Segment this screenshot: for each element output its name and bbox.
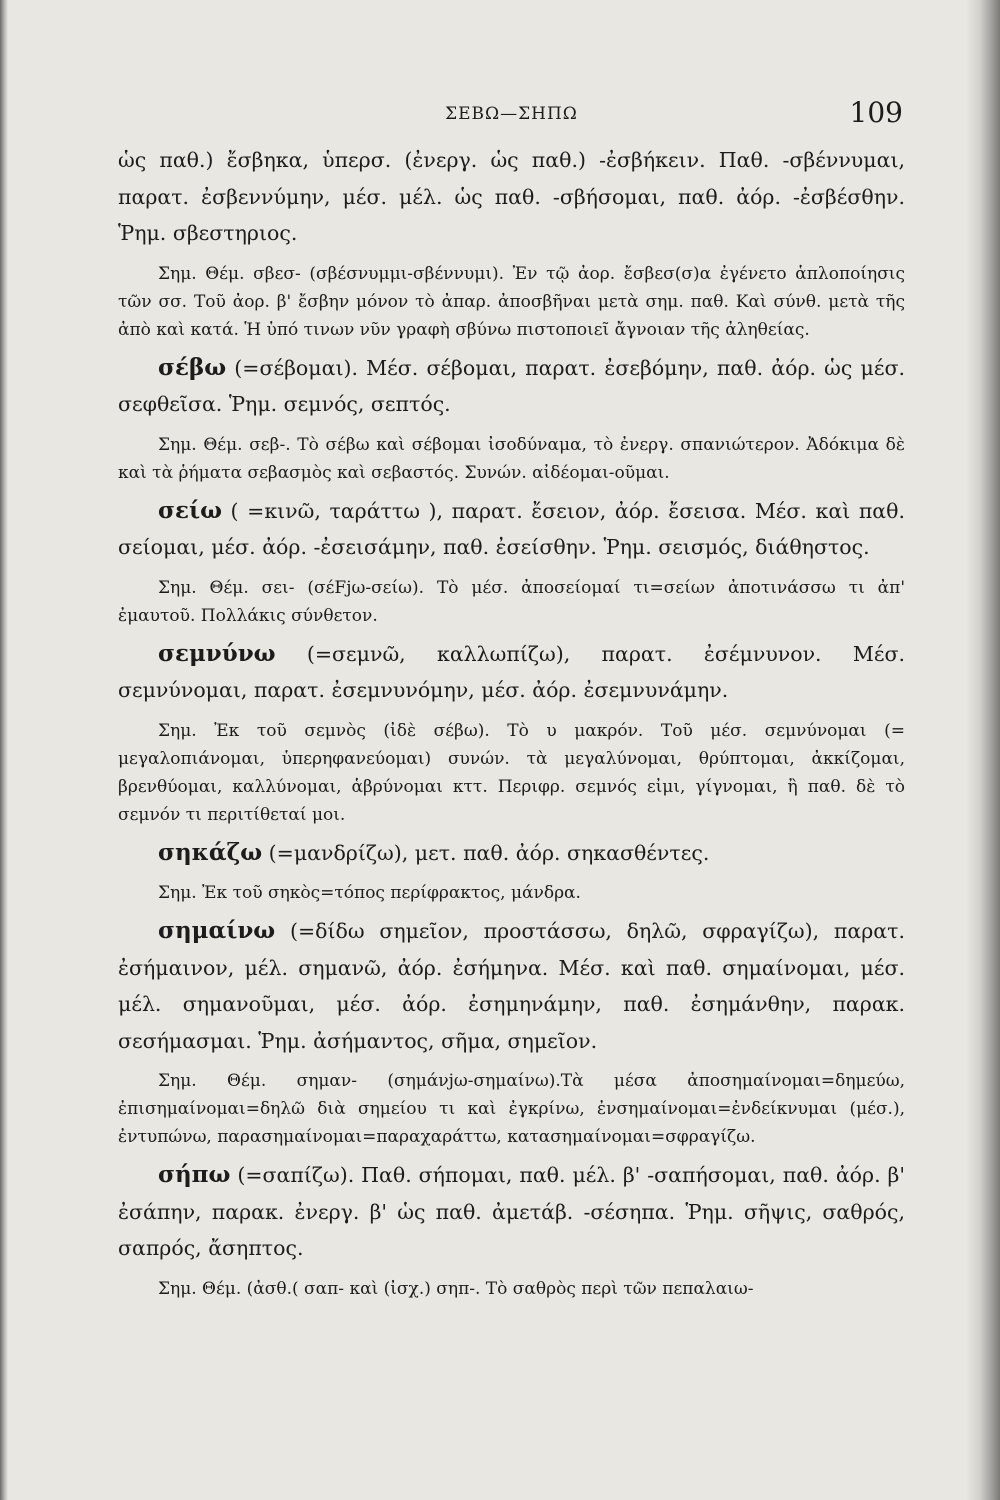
entry-sebo (118, 350, 905, 423)
entry-text: (=σαπίζω). Παθ. σήπομαι, παθ. μέλ. β' -σαπήσομαι, παθ. ἀόρ. β' ἐσάπην, παρακ. ἐνεργ. β' ὡς παθ. ἀμετάβ. -σέσηπα. Ῥημ. σῆψις, σαθρός, σαπρός, ἄσηπτος. (118, 1163, 905, 1260)
headword: σήπω (158, 1161, 231, 1188)
entry-sekazo (118, 835, 905, 872)
entry-semaino (118, 913, 905, 1059)
scan-edge-left (0, 0, 8, 1500)
scan-edge-right (966, 0, 1000, 1500)
note-sbennumi: Σημ. Θέμ. σβεσ- (σβέσνυμμι-σβέννυμι). Ἐν τῷ ἀορ. ἔσβεσ(σ)α ἐγένετο ἁπλοποίησις τῶν σσ. Τοῦ ἀορ. β' ἔσβην μόνον τὸ ἀπαρ. ἀποσβῆναι μετὰ σημ. παθ. Καὶ σύνθ. μετὰ τῆς ἀπὸ καὶ κατά. Ἡ ὑπό τινων νῦν γραφὴ σβύνω πιστοποιεῖ ἄγνοιαν τῆς ἀληθείας. (118, 263, 905, 340)
entry-text: ( =κινῶ, ταράττω ), παρατ. ἔσειον, ἀόρ. ἔσεισα. Μέσ. καὶ παθ. σείομαι, μέσ. ἀόρ. -ἐσεισάμην, παθ. ἐσείσθην. Ῥημ. σεισμός, διάθηστος. (118, 498, 905, 559)
entry-text: (=σέβομαι). Μέσ. σέβομαι, παρατ. ἐσεβόμην, παθ. ἀόρ. ὡς μέσ. σεφθεῖσα. Ῥημ. σεμνός, σεπτός. (118, 355, 905, 416)
paragraph-continuation: ὡς παθ.) ἔσβηκα, ὑπερσ. (ἐνεργ. ὡς παθ.) -ἐσβήκειν. Παθ. -σβέννυμαι, παρατ. ἐσβεννύμην, μέσ. μέλ. ὡς παθ. -σβήσομαι, παθ. ἀόρ. -ἐσβέσθην. Ῥημ. σβεστηριος. (118, 148, 905, 245)
entry-text: (=σεμνῶ, καλλωπίζω), παρατ. ἐσέμνυνον. Μέσ. σεμνύνομαι, παρατ. ἐσεμνυνόμην, μέσ. ἀόρ. ἐσεμνυνάμην. (118, 641, 905, 702)
entry-text: (=δίδω σημεῖον, προστάσσω, δηλῶ, σφραγίζω), παρατ. ἐσήμαινον, μέλ. σημανῶ, ἀόρ. ἐσήμηνα. Μέσ. καὶ παθ. σημαίνομαι, μέσ. μέλ. σημανοῦμαι, μέσ. ἀόρ. ἐσημηνάμην, παθ. ἐσημάνθην, παρακ. σεσήμασμαι. Ῥημ. ἀσήμαντος, σῆμα, σημεῖον. (118, 919, 905, 1053)
page-number: 109 (849, 96, 903, 129)
headword: σέβω (158, 353, 227, 381)
entry-seio (118, 493, 905, 566)
headword: σημαίνω (158, 917, 276, 944)
note-seio: Σημ. Θέμ. σει- (σέFjω-σείω). Τὸ μέσ. ἀποσείομαί τι=σείων ἀποτινάσσω τι ἀπ' ἐμαυτοῦ. Πολλάκις σύνθετον. (118, 577, 905, 626)
entry-sepo (118, 1157, 905, 1267)
running-head (118, 96, 905, 136)
book-page (118, 96, 905, 1309)
entry-semnuno (118, 636, 905, 709)
note-sekazo: Σημ. Ἐκ τοῦ σηκὸς=τόπος περίφρακτος, μάνδρα. (158, 883, 581, 903)
headword: σηκάζω (158, 838, 263, 866)
note-sebo: Σημ. Θέμ. σεβ-. Τὸ σέβω καὶ σέβομαι ἰσοδύναμα, τὸ ἐνεργ. σπανιώτερον. Ἀδόκιμα δὲ καὶ τὰ ῥήματα σεβασμὸς καὶ σεβαστός. Συνών. αἰδέομαι-οῦμαι. (118, 434, 905, 483)
running-title: ΣΕΒΩ—ΣΗΠΩ (445, 104, 578, 124)
entry-text: (=μανδρίζω), μετ. παθ. ἀόρ. σηκασθέντες. (262, 840, 710, 865)
note-semnuno: Σημ. Ἐκ τοῦ σεμνὸς (ἰδὲ σέβω). Τὸ υ μακρόν. Τοῦ μέσ. σεμνύνομαι (= μεγαλοπιάνομαι, ὑπερηφανεύομαι) συνών. τὰ μεγαλύνομαι, θρύπτομαι, ἀκκίζομαι, βρενθύομαι, καλλύνομαι, ἁβρύνομαι κττ. Περιφρ. σεμνός εἰμι, γίγνομαι, ἢ παθ. δὲ τὸ σεμνόν τι περιτίθεταί μοι. (118, 720, 905, 825)
headword: σεμνύνω (158, 639, 276, 667)
note-semaino: Σημ. Θέμ. σημαν- (σημάνjω-σημαίνω).Τὰ μέσα ἀποσημαίνομαι=δημεύω, ἐπισημαίνομαι=δηλῶ διὰ σημείου τι καὶ ἐγκρίνω, ἐνσημαίνομαι=ἐνδείκνυμαι (μέσ.), ἐντυπώνω, παρασημαίνομαι=παραχαράττω, κατασημαίνομαι=σφραγίζω. (118, 1071, 905, 1147)
note-sepo: Σημ. Θέμ. (ἀσθ.( σαπ- καὶ (ἰσχ.) σηπ-. Τὸ σαθρὸς περὶ τῶν πεπαλαιω- (158, 1278, 754, 1299)
headword: σείω (158, 496, 222, 524)
